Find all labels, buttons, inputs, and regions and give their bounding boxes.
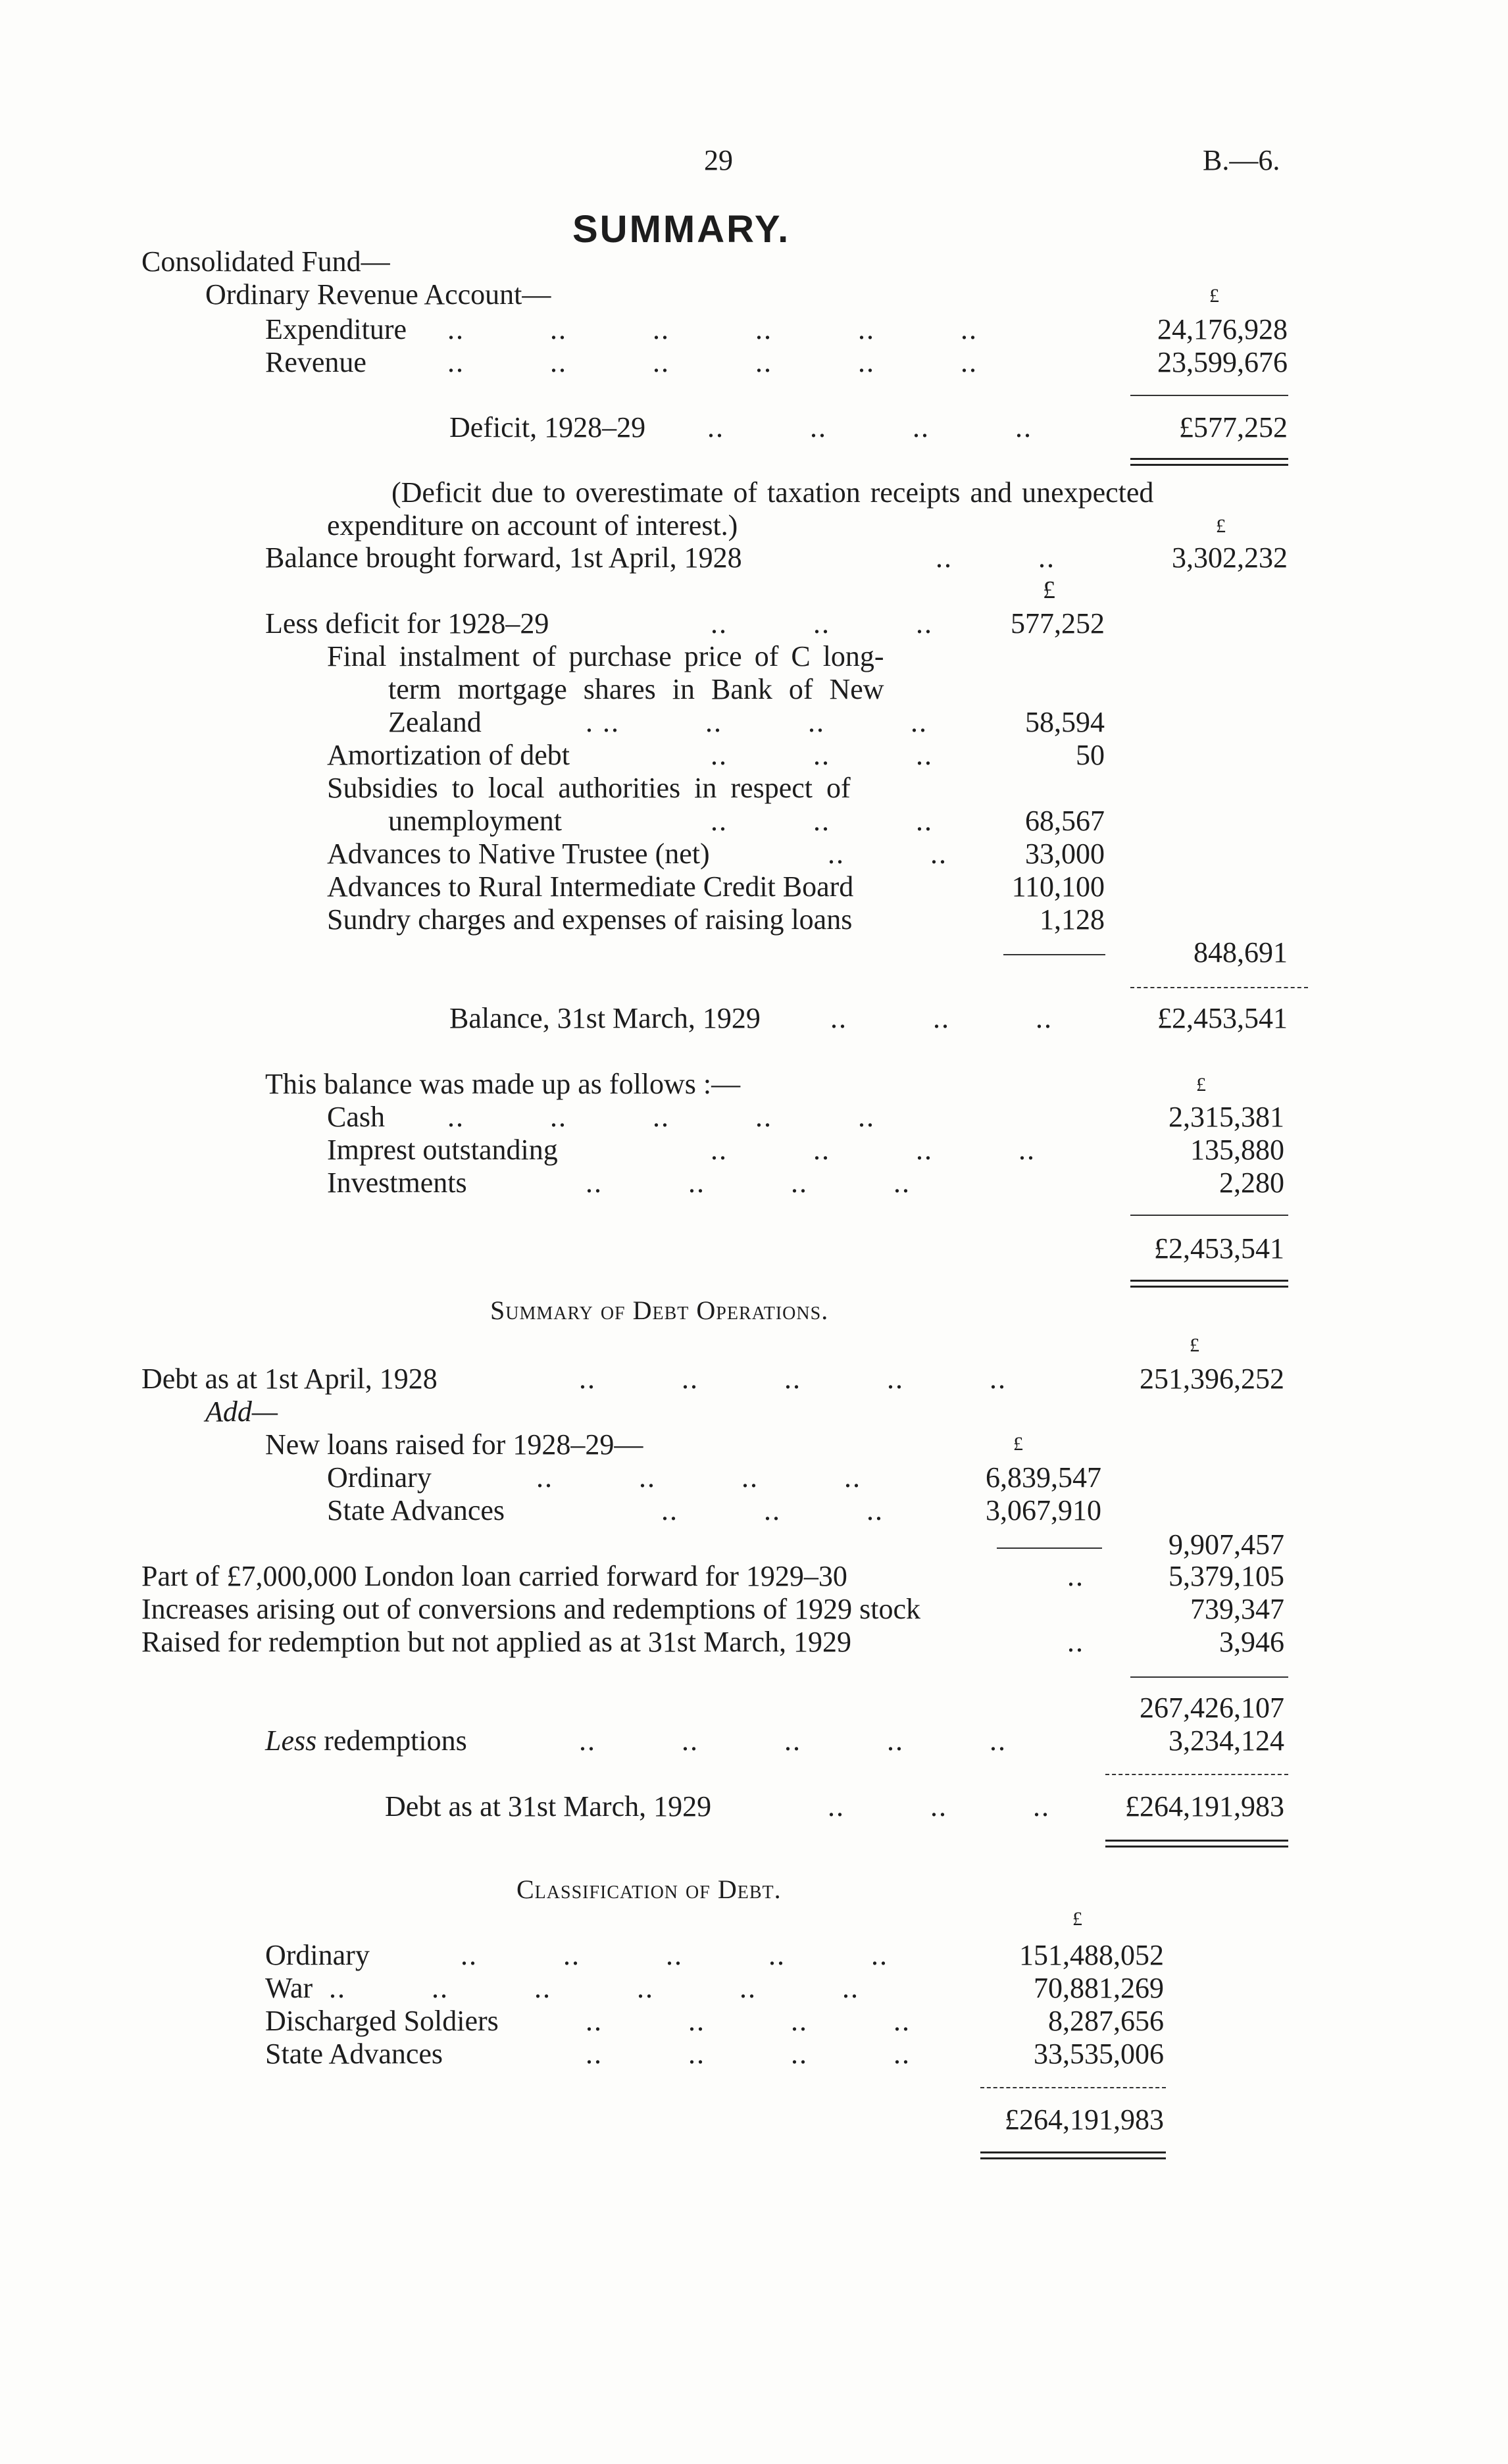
leader-dots: .. .. .. .. [711, 1134, 1036, 1166]
rule [1105, 1846, 1288, 1848]
balance-31-march-value: £2,453,541 [1157, 1002, 1288, 1034]
pound-column-header: £ [1013, 1433, 1023, 1455]
leader-dots: .. .. .. .. .. [461, 1939, 888, 1971]
leader-dots: .. .. .. .. [586, 1167, 911, 1199]
london-loan-value: 5,379,105 [1169, 1560, 1284, 1592]
rule [1130, 1215, 1288, 1216]
rule [1130, 1676, 1288, 1678]
pound-column-header: £ [1216, 515, 1226, 537]
leader-dots: .. .. .. [711, 805, 933, 837]
pound-column-header: £ [1209, 285, 1219, 307]
page-number: 29 [704, 144, 733, 176]
less-deficit-value: 577,252 [1011, 607, 1105, 640]
rule [980, 2157, 1166, 2159]
made-up-total: £2,453,541 [1154, 1232, 1284, 1265]
leader-dots: .. .. .. [661, 1494, 884, 1526]
class-soldiers-value: 8,287,656 [1048, 2005, 1164, 2037]
leader-dots: .. .. [936, 541, 1055, 574]
balance-brought-forward-label: Balance brought forward, 1st April, 1928 [265, 541, 742, 574]
pound-column-header: £ [1196, 1074, 1206, 1095]
imprest-label: Imprest outstanding [327, 1134, 558, 1166]
less-deficit-label: Less deficit for 1928–29 [265, 607, 549, 640]
class-ordinary-value: 151,488,052 [1019, 1939, 1164, 1971]
investments-value: 2,280 [1219, 1167, 1284, 1199]
leader-dots: .. .. .. .. [536, 1461, 861, 1494]
leader-dots: .. .. .. .. [586, 2005, 911, 2037]
rule [1105, 1840, 1288, 1842]
rural-credit-label: Advances to Rural Intermediate Credit Board [327, 870, 854, 903]
expenditure-value: 24,176,928 [1157, 313, 1288, 345]
deficit-note-line-1: (Deficit due to overestimate of taxation receipts and unexpected [391, 476, 1154, 509]
deductions-total: 848,691 [1194, 936, 1288, 968]
class-state-advances-value: 33,535,006 [1034, 2038, 1164, 2070]
class-state-advances-label: State Advances [265, 2038, 443, 2070]
rule [1105, 1774, 1288, 1775]
expenditure-label: Expenditure [265, 313, 407, 345]
rule [1130, 464, 1288, 466]
amortization-value: 50 [1076, 739, 1105, 771]
investments-label: Investments [327, 1167, 467, 1199]
add-label: Add— [205, 1395, 278, 1428]
page-title: SUMMARY. [572, 208, 791, 251]
class-soldiers-label: Discharged Soldiers [265, 2005, 499, 2037]
rule [1130, 1286, 1288, 1288]
consolidated-fund-heading: Consolidated Fund— [141, 245, 390, 278]
leader-dots: .. .. .. [828, 1790, 1050, 1823]
less-italic: Less [265, 1724, 317, 1757]
ordinary-revenue-heading: Ordinary Revenue Account— [205, 278, 551, 311]
rule [1003, 954, 1105, 955]
cash-value: 2,315,381 [1169, 1101, 1284, 1133]
pound-column-header: £ [1072, 1908, 1082, 1930]
leader-dots: .. .. .. .. [586, 2038, 911, 2070]
rule [980, 2151, 1166, 2153]
subsidies-line-1: Subsidies to local authorities in respect of [327, 772, 851, 804]
leader-dots: .. .. .. .. .. .. [329, 1972, 859, 2004]
debt-start-label: Debt as at 1st April, 1928 [141, 1363, 438, 1395]
revenue-value: 23,599,676 [1157, 346, 1288, 378]
pound-column-header: £ [1190, 1334, 1199, 1356]
conversions-label: Increases arising out of conversions and redemptions of 1929 stock [141, 1593, 921, 1625]
ordinary-loans-label: Ordinary [327, 1461, 432, 1494]
raised-for-redemption-value: 3,946 [1219, 1626, 1284, 1658]
leader-dots: .. .. .. [830, 1002, 1053, 1034]
cash-label: Cash [327, 1101, 385, 1133]
debt-end-value: £264,191,983 [1125, 1790, 1284, 1823]
sundry-charges-label: Sundry charges and expenses of raising loans [327, 903, 853, 936]
sundry-charges-value: 1,128 [1040, 903, 1105, 936]
native-trustee-label: Advances to Native Trustee (net) [327, 838, 710, 870]
balance-31-march-label: Balance, 31st March, 1929 [449, 1002, 761, 1034]
leader-dots: .. .. .. .. .. [579, 1724, 1007, 1757]
rule [1130, 987, 1308, 988]
debt-start-value: 251,396,252 [1140, 1363, 1284, 1395]
classification-heading: Classification of Debt. [516, 1874, 782, 1904]
conversions-value: 739,347 [1190, 1593, 1284, 1625]
debt-end-label: Debt as at 31st March, 1929 [385, 1790, 712, 1823]
leader-dots: .. .. [828, 838, 947, 870]
debt-subtotal: 267,426,107 [1140, 1692, 1284, 1724]
leader-dots: .. [1067, 1560, 1084, 1592]
revenue-label: Revenue [265, 346, 366, 378]
subsidies-line-2: unemployment [388, 805, 562, 837]
amortization-label: Amortization of debt [327, 739, 570, 771]
rural-credit-value: 110,100 [1011, 870, 1105, 903]
deficit-value: £577,252 [1179, 411, 1288, 443]
class-ordinary-label: Ordinary [265, 1939, 370, 1971]
london-loan-label: Part of £7,000,000 London loan carried forward for 1929–30 [141, 1560, 847, 1592]
new-loans-total: 9,907,457 [1169, 1528, 1284, 1561]
deficit-note-line-2: expenditure on account of interest.) [327, 509, 738, 541]
leader-dots: .. .. .. .. .. [447, 1101, 875, 1133]
state-advances-loans-value: 3,067,910 [986, 1494, 1101, 1526]
pound-column-header: £ [1043, 576, 1055, 604]
class-war-value: 70,881,269 [1034, 1972, 1164, 2004]
raised-for-redemption-label: Raised for redemption but not applied as at 31st March, 1929 [141, 1626, 851, 1658]
redemptions-value: 3,234,124 [1169, 1724, 1284, 1757]
state-advances-loans-label: State Advances [327, 1494, 505, 1526]
rule [1130, 1280, 1288, 1282]
deficit-label: Deficit, 1928–29 [449, 411, 646, 443]
class-war-label: War [265, 1972, 313, 2004]
final-instalment-line-1: Final instalment of purchase price of C long- [327, 640, 884, 672]
leader-dots: .. .. .. .. [707, 411, 1032, 443]
rule [1130, 458, 1288, 460]
balance-brought-forward-value: 3,302,232 [1172, 541, 1288, 574]
ordinary-loans-value: 6,839,547 [986, 1461, 1101, 1494]
final-instalment-line-3: Zealand [388, 706, 482, 738]
less-redemptions-label [265, 1726, 467, 1755]
final-instalment-line-2: term mortgage shares in Bank of New [388, 673, 884, 705]
made-up-label: This balance was made up as follows :— [265, 1068, 741, 1100]
subsidies-value: 68,567 [1025, 805, 1105, 837]
redemptions-word: redemptions [316, 1724, 467, 1757]
final-instalment-value: 58,594 [1025, 706, 1105, 738]
leader-dots: .. .. .. .. .. .. [447, 346, 978, 378]
classification-total: £264,191,983 [1005, 2103, 1164, 2136]
leader-dots: .. [1067, 1626, 1084, 1658]
document-reference: B.—6. [1203, 144, 1280, 176]
leader-dots: .. .. .. .. .. .. [447, 313, 978, 345]
debt-operations-heading: Summary of Debt Operations. [490, 1295, 829, 1325]
leader-dots: .. .. .. .. .. [579, 1363, 1007, 1395]
imprest-value: 135,880 [1190, 1134, 1284, 1166]
leader-dots: . .. .. .. .. [586, 706, 928, 738]
leader-dots: .. .. .. [711, 607, 933, 640]
leader-dots: .. .. .. [711, 739, 933, 771]
native-trustee-value: 33,000 [1025, 838, 1105, 870]
rule [980, 2087, 1166, 2088]
rule [1130, 395, 1288, 396]
rule [997, 1547, 1102, 1549]
new-loans-label: New loans raised for 1928–29— [265, 1428, 643, 1461]
